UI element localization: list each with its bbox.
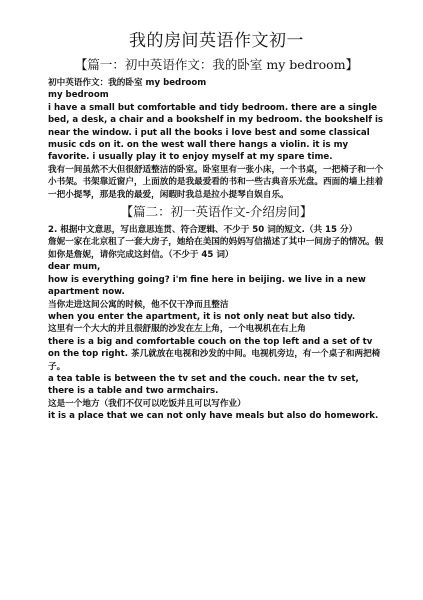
section2-line: 詹妮一家在北京租了一套大房子，她给在美国的妈妈写信描述了其中一间房子的情况。假如你是詹妮，请你完成这封信。（不少于 45 词） [48,237,384,260]
section2-line: 这是一个地方（我们不仅可以吃饭并且可以写作业） [48,398,246,409]
section2-line: it is a place that we can not only have meals but also do homework. [48,411,379,422]
section2-line: there is a big and comfortable couch on the top left and a set of tv on the top right. 茶几就放在电视和沙发的中间。电视机旁边，有一个桌子和两把椅子。 [48,336,381,372]
section2-line: how is everything going? i'm fine here in beijing. we live in a new apartment now. [48,274,366,298]
section1-line: 初中英语作文：我的卧室 my bedroom [48,78,207,88]
section2-body [48,224,385,423]
section2-line: 这里有一个大大的并且很舒服的沙发在左上角，一个电视机在右上角 [48,324,306,335]
section2-line: a tea table is between the tv set and the couch. near the tv set, there is a table and two armchairs. [48,373,359,397]
section1-line: my bedroom [48,90,109,101]
section1-body [48,77,385,201]
section2-line: when you enter the apartment, it is not only neat but also tidy. [48,311,356,322]
document-title: 我的房间英语作文初一 [129,31,304,51]
section2-heading: 【篇二：初一英语作文-介绍房间】 [120,204,313,220]
section2-line: 2. 根据中文意思，写出意思连贯、符合逻辑、不少于 50 词的短文.（共 15 分） [48,225,358,236]
section1-line: i have a small but comfortable and tidy bedroom. there are a single bed, a desk, a chair and a bookshelf in my bedroom. the bookshelf is near the window. i put all the books i love best and some classical music cds on it. on the west wall there hangs a violin. it is my favorite. i usually play it to enjoy myself at my spare time. [48,102,384,163]
section1-line: 我有一间虽然不大但很舒适整洁的卧室。卧室里有一张小床，一个书桌，一把椅子和一个小书架。书架靠近窗户，上面放的是我最爱看的书和一些古典音乐光盘。西面的墙上挂着一把小提琴，那是我的最爱，闲暇时我总是拉小提琴自娱自乐。 [48,164,384,200]
section2-line: 当你走进这间公寓的时候，他不仅干净而且整洁 [48,299,229,310]
section2-line: dear mum, [48,262,101,273]
section1-heading: 【篇一：初中英语作文：我的卧室 my bedroom】 [74,57,359,72]
